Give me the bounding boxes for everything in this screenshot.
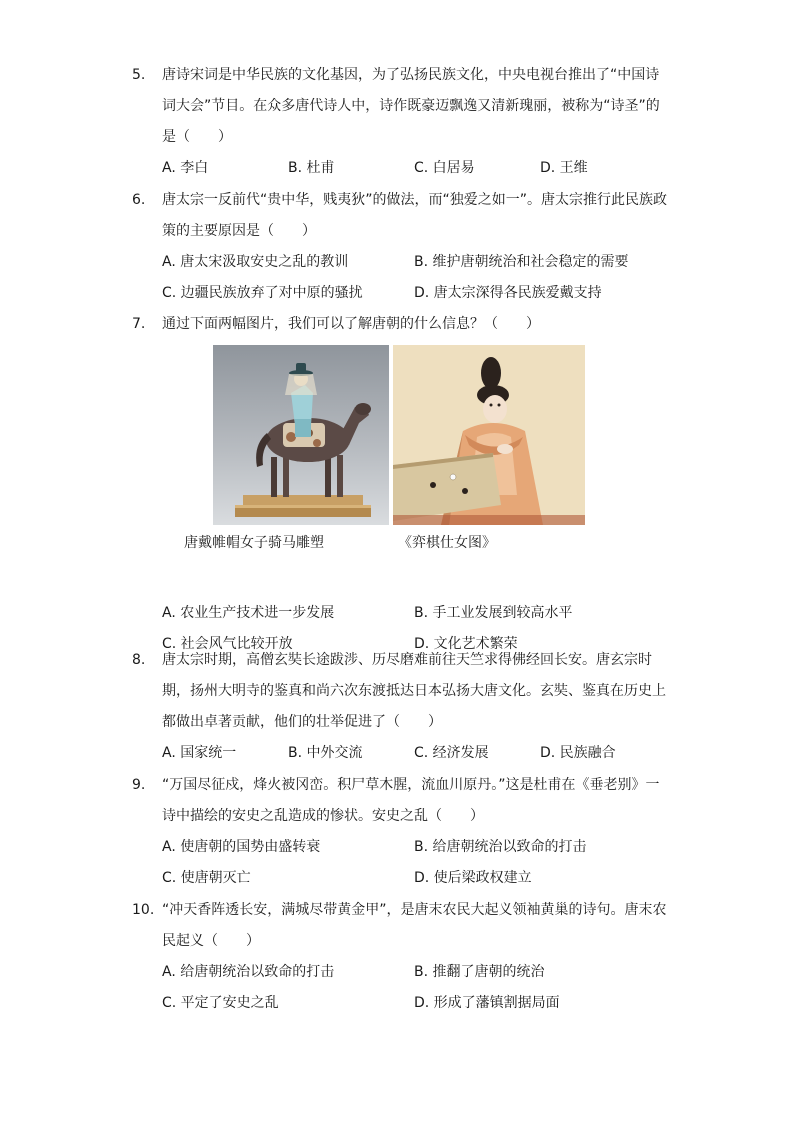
question-6: [132, 185, 672, 309]
question-number: 6.: [132, 192, 146, 208]
question-stem: 唐太宗时期，高僧玄奘长途跋涉、历尽磨难前往天竺求得佛经回长安。唐玄宗时期，扬州大明寺的鉴真和尚六次东渡抵达日本弘扬大唐文化。玄奘、鉴真在历史上都做出卓著贡献，他们的壮举促进了（ ）: [162, 652, 666, 730]
option-c[interactable]: C. 使唐朝灭亡: [162, 870, 251, 886]
question-8: [132, 645, 672, 769]
question-stem: “冲天香阵透长安，满城尽带黄金甲”，是唐末农民大起义领袖黄巢的诗句。唐末农民起义（ ）: [162, 902, 667, 949]
option-c[interactable]: C. 社会风气比较开放: [162, 636, 293, 652]
option-b[interactable]: B. 杜甫: [288, 160, 335, 176]
option-a[interactable]: A. 农业生产技术进一步发展: [162, 605, 335, 621]
option-b[interactable]: B. 给唐朝统治以致命的打击: [414, 839, 587, 855]
option-a[interactable]: A. 给唐朝统治以致命的打击: [162, 964, 335, 980]
horse-rider-sculpture-image: [213, 345, 389, 525]
question-stem: 唐太宗一反前代“贵中华，贱夷狄”的做法，而“独爱之如一”。唐太宗推行此民族政策的主要原因是（ ）: [162, 192, 668, 239]
figure-caption-left: 唐戴帷帽女子骑马雕塑: [184, 535, 324, 551]
option-b[interactable]: B. 手工业发展到较高水平: [414, 605, 573, 621]
question-number: 8.: [132, 652, 146, 668]
question-10: [132, 895, 672, 1019]
question-number: 10.: [132, 902, 155, 918]
figure-caption-right: 《弈棋仕女图》: [398, 535, 496, 551]
question-5: [132, 60, 672, 184]
option-d[interactable]: D. 使后梁政权建立: [414, 870, 532, 886]
question-stem: “万国尽征戍，烽火被冈峦。积尸草木腥，流血川原丹。”这是杜甫在《垂老别》一诗中描绘的安史之乱造成的惨状。安史之乱（ ）: [162, 777, 660, 824]
options: [162, 957, 672, 1019]
options: [162, 738, 672, 769]
option-a[interactable]: A. 李白: [162, 160, 209, 176]
option-b[interactable]: B. 维护唐朝统治和社会稳定的需要: [414, 254, 629, 270]
options: [162, 153, 672, 184]
question-stem: 唐诗宋词是中华民族的文化基因，为了弘扬民族文化，中央电视台推出了“中国诗词大会”节目。在众多唐代诗人中，诗作既豪迈飘逸又清新瑰丽，被称为“诗圣”的是（ ）: [162, 67, 660, 145]
option-a[interactable]: A. 使唐朝的国势由盛转衰: [162, 839, 321, 855]
weiqi-lady-painting-image: [393, 345, 585, 525]
question-7: [132, 309, 672, 660]
option-b[interactable]: B. 中外交流: [288, 745, 363, 761]
option-c[interactable]: C. 平定了安史之乱: [162, 995, 279, 1011]
question-number: 5.: [132, 67, 146, 83]
option-d[interactable]: D. 王维: [540, 160, 588, 176]
option-c[interactable]: C. 经济发展: [414, 745, 489, 761]
option-a[interactable]: A. 唐太宋汲取安史之乱的教训: [162, 254, 349, 270]
question-number: 7.: [132, 316, 146, 332]
options: [162, 832, 672, 894]
option-c[interactable]: C. 白居易: [414, 160, 475, 176]
option-d[interactable]: D. 民族融合: [540, 745, 616, 761]
options: [162, 247, 672, 309]
option-d[interactable]: D. 唐太宗深得各民族爱戴支持: [414, 285, 602, 301]
option-a[interactable]: A. 国家统一: [162, 745, 237, 761]
question-9: [132, 770, 672, 894]
option-b[interactable]: B. 推翻了唐朝的统治: [414, 964, 545, 980]
figure-pair: [184, 345, 672, 563]
option-d[interactable]: D. 形成了藩镇割据局面: [414, 995, 560, 1011]
question-number: 9.: [132, 777, 146, 793]
option-c[interactable]: C. 边疆民族放弃了对中原的骚扰: [162, 285, 363, 301]
option-d[interactable]: D. 文化艺术繁荣: [414, 636, 518, 652]
question-stem: 通过下面两幅图片，我们可以了解唐朝的什么信息？（ ）: [162, 316, 540, 332]
